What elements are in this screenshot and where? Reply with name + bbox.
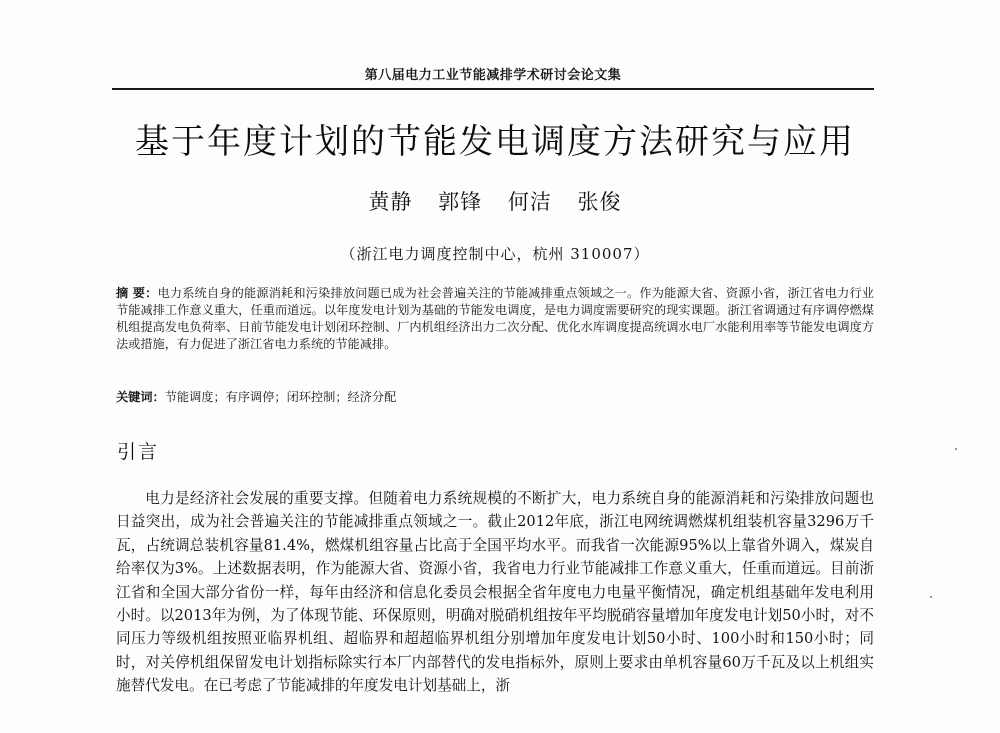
header-rule	[112, 88, 874, 90]
keywords	[116, 389, 874, 406]
affiliation: （浙江电力调度控制中心，杭州 310007）	[340, 245, 650, 263]
body-paragraph: 电力是经济社会发展的重要支撑。但随着电力系统规模的不断扩大，电力系统自身的能源消耗和污染排放问题也日益突出，成为社会普遍关注的节能减排重点领域之一。截止2012年底，浙江电网统调燃煤机组装机容量3296万千瓦，占统调总装机容量81.4%，燃煤机组容量占比高于全国平均水平。而我省一次能源95%以上靠省外调入，煤炭自给率仅为3%。上述数据表明，作为能源大省、资源小省，我省电力行业节能减排工作意义重大，任重而道远。目前浙江省和全国大部分省份一样，每年由经济和信息化委员会根据全省年度电力电量平衡情况，确定机组基础年发电利用小时。以2013年为例，为了体现节能、环保原则，明确对脱硝机组按年平均脱硝容量增加年度发电计划50小时，对不同压力等级机组按照亚临界机组、超临界和超超临界机组分别增加年度发电计划50小时、100小时和150小时；同时，对关停机组保留发电计划指标除实行本厂内部替代的发电指标外，原则上要求由单机容量60万千瓦及以上机组实施替代发电。在已考虑了节能减排的年度发电计划基础上，浙	[116, 490, 874, 695]
keywords-text: 节能调度；有序调停；闭环控制；经济分配	[164, 390, 397, 404]
author-list: 黄静 郭锋 何洁 张俊	[368, 190, 622, 214]
scan-speck	[955, 448, 957, 450]
abstract-label: 摘 要：	[116, 286, 158, 300]
abstract	[116, 285, 874, 353]
section-heading-introduction: 引言	[117, 441, 160, 463]
running-header: 第八届电力工业节能减排学术研讨会论文集	[364, 68, 622, 83]
keywords-label: 关键词：	[116, 390, 165, 404]
paper-title: 基于年度计划的节能发电调度方法研究与应用	[135, 122, 855, 162]
scan-speck	[930, 596, 932, 598]
abstract-text: 电力系统自身的能源消耗和污染排放问题已成为社会普遍关注的节能减排重点领域之一。作为能源大省、资源小省，浙江省电力行业节能减排工作意义重大，任重而道远。以年度发电计划为基础的节能发电调度，是电力调度需要研究的现实课题。浙江省调通过有序调停燃煤机组提高发电负荷率、日前节能发电计划闭环控制、厂内机组经济出力二次分配、优化水库调度提高统调水电厂水能利用率等节能发电调度方法或措施，有力促进了浙江省电力系统的节能减排。	[116, 286, 874, 351]
